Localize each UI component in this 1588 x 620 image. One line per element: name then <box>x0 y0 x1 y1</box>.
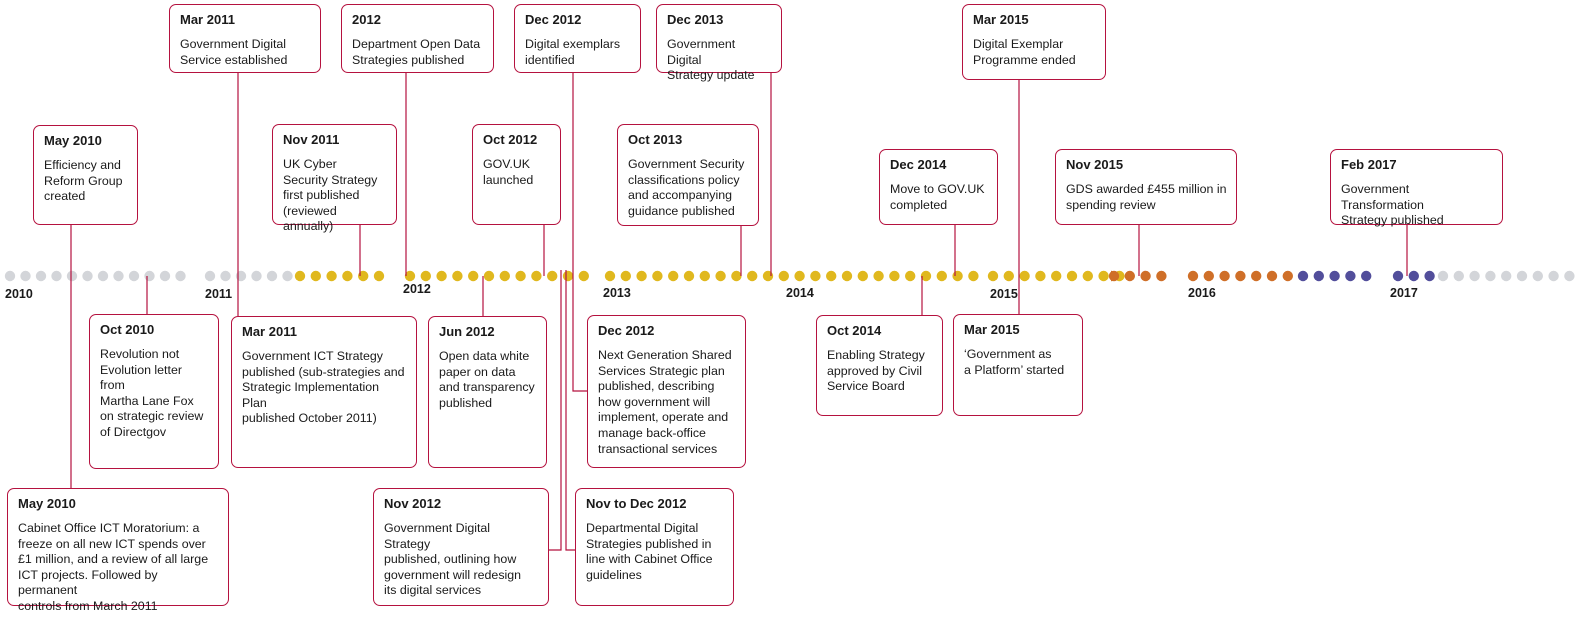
timeline-dot <box>684 271 694 281</box>
timeline-dot <box>1485 271 1495 281</box>
timeline-dot <box>668 271 678 281</box>
event-description: Revolution not Evolution letter from Martha Lane Fox on strategic review of Directgov <box>100 347 204 439</box>
timeline-dot <box>826 271 836 281</box>
event-date: Nov 2012 <box>384 496 442 511</box>
timeline-dot <box>311 271 321 281</box>
event-date: Feb 2017 <box>1341 157 1397 172</box>
event-date: Oct 2010 <box>100 322 155 337</box>
timeline-dot <box>636 271 646 281</box>
event-date: Mar 2011 <box>180 12 235 27</box>
timeline-dot <box>1051 271 1061 281</box>
event-box-2012-open-data <box>341 4 494 73</box>
timeline-dot <box>858 271 868 281</box>
timeline-dot <box>175 271 185 281</box>
event-box-dec-2012-exemplars <box>514 4 641 73</box>
timeline-dot <box>1454 271 1464 281</box>
year-label: 2017 <box>1390 286 1418 300</box>
timeline-dot <box>1361 271 1371 281</box>
year-label: 2012 <box>403 282 431 296</box>
event-box-may-2010-moratorium <box>7 488 229 613</box>
event-description: Move to GOV.UK completed <box>890 182 985 212</box>
timeline-dot <box>621 271 631 281</box>
event-box-mar-2015-exemplar <box>962 4 1106 80</box>
timeline-dot <box>5 271 15 281</box>
timeline-dot <box>579 271 589 281</box>
timeline-dot <box>421 271 431 281</box>
timeline-dot <box>1125 271 1135 281</box>
event-box-mar-2015-platform <box>953 314 1083 416</box>
event-date: Oct 2014 <box>827 323 882 338</box>
event-date: Nov 2011 <box>283 132 340 147</box>
connector-line <box>573 73 587 391</box>
timeline-dot <box>873 271 883 281</box>
timeline-dot <box>1409 271 1419 281</box>
timeline-dot <box>500 271 510 281</box>
timeline-dot <box>952 271 962 281</box>
event-date: Mar 2011 <box>242 324 297 339</box>
event-date: Mar 2015 <box>964 322 1020 337</box>
timeline-dot <box>1533 271 1543 281</box>
timeline-dot <box>1501 271 1511 281</box>
timeline-dot <box>1140 271 1150 281</box>
timeline-dot <box>220 271 230 281</box>
timeline-dot <box>700 271 710 281</box>
event-description: Digital exemplars identified <box>525 37 621 67</box>
timeline-dot <box>794 271 804 281</box>
event-date: Nov 2015 <box>1066 157 1124 172</box>
event-date: Oct 2013 <box>628 132 683 147</box>
timeline-dot <box>484 271 494 281</box>
timeline-dot <box>937 271 947 281</box>
event-description: Open data white paper on data and transparency published <box>439 349 535 410</box>
timeline-dot <box>144 271 154 281</box>
timeline-dot <box>267 271 277 281</box>
timeline-dot <box>563 271 573 281</box>
event-box-oct-2013 <box>617 124 759 226</box>
timeline-dot <box>605 271 615 281</box>
timeline-dot <box>988 271 998 281</box>
timeline-dot <box>1188 271 1198 281</box>
timeline-dot <box>1019 271 1029 281</box>
event-description: Cabinet Office ICT Moratorium: a freeze on all new ICT spends over £1 million, and a review of all large ICT projects. Followed by permanent controls from March 2011 <box>18 521 209 613</box>
timeline-dot <box>842 271 852 281</box>
event-description: UK Cyber Security Strategy first published (reviewed annually) <box>283 157 378 234</box>
event-box-nov-2012 <box>373 488 549 606</box>
event-box-oct-2014 <box>816 315 943 416</box>
event-date: 2012 <box>352 12 381 27</box>
timeline-dot <box>342 271 352 281</box>
timeline-dot <box>1517 271 1527 281</box>
timeline-dot <box>1004 271 1014 281</box>
timeline-dot <box>36 271 46 281</box>
event-box-may-2010-erg <box>33 125 138 225</box>
event-description: Government Digital Strategy update <box>667 37 755 83</box>
timeline-dot <box>1219 271 1229 281</box>
event-date: Dec 2013 <box>667 12 724 27</box>
timeline-dot <box>1438 271 1448 281</box>
timeline-dot <box>715 271 725 281</box>
year-label: 2016 <box>1188 286 1216 300</box>
timeline-dot <box>547 271 557 281</box>
timeline-dot <box>374 271 384 281</box>
event-box-oct-2012 <box>472 124 561 225</box>
timeline-dot <box>1469 271 1479 281</box>
year-label: 2013 <box>603 286 631 300</box>
event-box-mar-2011-ict <box>231 316 417 468</box>
event-box-dec-2012-shared <box>587 315 746 468</box>
timeline-dot <box>905 271 915 281</box>
timeline-dot <box>779 271 789 281</box>
timeline-dot <box>236 271 246 281</box>
event-box-dec-2014 <box>879 149 998 225</box>
connector-line <box>549 270 561 550</box>
timeline-dot <box>129 271 139 281</box>
event-description: Departmental Digital Strategies published in line with Cabinet Office guidelines <box>586 521 713 582</box>
timeline-dot <box>82 271 92 281</box>
timeline-dot <box>1298 271 1308 281</box>
event-date: Dec 2012 <box>525 12 582 27</box>
timeline-dot <box>1314 271 1324 281</box>
timeline-dot <box>1393 271 1403 281</box>
event-description: Government Transformation Strategy published <box>1341 182 1444 228</box>
event-description: ‘Government as a Platform’ started <box>964 347 1065 377</box>
timeline-dot <box>810 271 820 281</box>
event-description: Digital Exemplar Programme ended <box>973 37 1076 67</box>
event-description: Next Generation Shared Services Strategic plan published, describing how government will implement, operate and manage back-office transactional services <box>598 348 732 456</box>
timeline-dot <box>1283 271 1293 281</box>
timeline-dot <box>889 271 899 281</box>
timeline-dot <box>1345 271 1355 281</box>
timeline-dot <box>51 271 61 281</box>
timeline-dot <box>1035 271 1045 281</box>
year-label: 2014 <box>786 286 814 300</box>
event-description: GDS awarded £455 million in spending review <box>1066 182 1227 212</box>
timeline-dot <box>468 271 478 281</box>
event-box-jun-2012 <box>428 316 547 468</box>
timeline-dot <box>113 271 123 281</box>
timeline-dot <box>1204 271 1214 281</box>
timeline-dot <box>452 271 462 281</box>
event-box-mar-2011-gds <box>169 4 321 73</box>
timeline-dot <box>1156 271 1166 281</box>
event-date: Mar 2015 <box>973 12 1029 27</box>
year-label: 2015 <box>990 287 1018 301</box>
timeline-dot <box>1098 271 1108 281</box>
timeline-dot <box>531 271 541 281</box>
timeline-dot <box>160 271 170 281</box>
event-description: Government Security classifications policy and accompanying guidance published <box>628 157 745 218</box>
event-description: Government ICT Strategy published (sub-strategies and Strategic Implementation Plan published October 2011) <box>242 349 405 426</box>
event-box-feb-2017 <box>1330 149 1503 228</box>
year-label: 2010 <box>5 287 33 301</box>
event-description: Enabling Strategy approved by Civil Service Board <box>827 348 925 394</box>
event-description: Government Digital Service established <box>180 37 288 67</box>
timeline-dot <box>295 271 305 281</box>
event-box-nov-2011 <box>272 124 397 234</box>
event-date: May 2010 <box>44 133 102 148</box>
timeline-dot <box>251 271 261 281</box>
event-box-nov-dec-2012 <box>575 488 734 606</box>
timeline-dot <box>98 271 108 281</box>
event-date: May 2010 <box>18 496 76 511</box>
event-description: Department Open Data Strategies published <box>352 37 481 67</box>
timeline-dot <box>1424 271 1434 281</box>
event-date: Dec 2014 <box>890 157 947 172</box>
timeline-dot <box>763 271 773 281</box>
timeline-dot <box>205 271 215 281</box>
timeline-dot <box>1251 271 1261 281</box>
event-box-dec-2013 <box>656 4 782 83</box>
timeline-dot <box>1083 271 1093 281</box>
event-date: Nov to Dec 2012 <box>586 496 687 511</box>
timeline-dot <box>1329 271 1339 281</box>
timeline-dot <box>1067 271 1077 281</box>
event-box-oct-2010 <box>89 314 219 469</box>
timeline-dot <box>747 271 757 281</box>
timeline-dot <box>20 271 30 281</box>
timeline-dot <box>968 271 978 281</box>
timeline-dot <box>67 271 77 281</box>
timeline-dot <box>515 271 525 281</box>
event-description: Government Digital Strategy published, outlining how government will redesign its digital services <box>384 521 522 598</box>
event-box-nov-2015 <box>1055 149 1237 225</box>
timeline-dot <box>1564 271 1574 281</box>
timeline-dot <box>1235 271 1245 281</box>
connector-line <box>566 270 575 550</box>
event-description: GOV.UK launched <box>483 157 534 187</box>
timeline-dot <box>436 271 446 281</box>
timeline-dot <box>282 271 292 281</box>
timeline-dot <box>731 271 741 281</box>
timeline-dot <box>1267 271 1277 281</box>
timeline-dot <box>1548 271 1558 281</box>
year-label: 2011 <box>205 287 233 301</box>
event-date: Dec 2012 <box>598 323 655 338</box>
event-date: Jun 2012 <box>439 324 495 339</box>
event-date: Oct 2012 <box>483 132 538 147</box>
timeline-dot <box>652 271 662 281</box>
timeline-dot <box>326 271 336 281</box>
event-description: Efficiency and Reform Group created <box>44 158 123 204</box>
